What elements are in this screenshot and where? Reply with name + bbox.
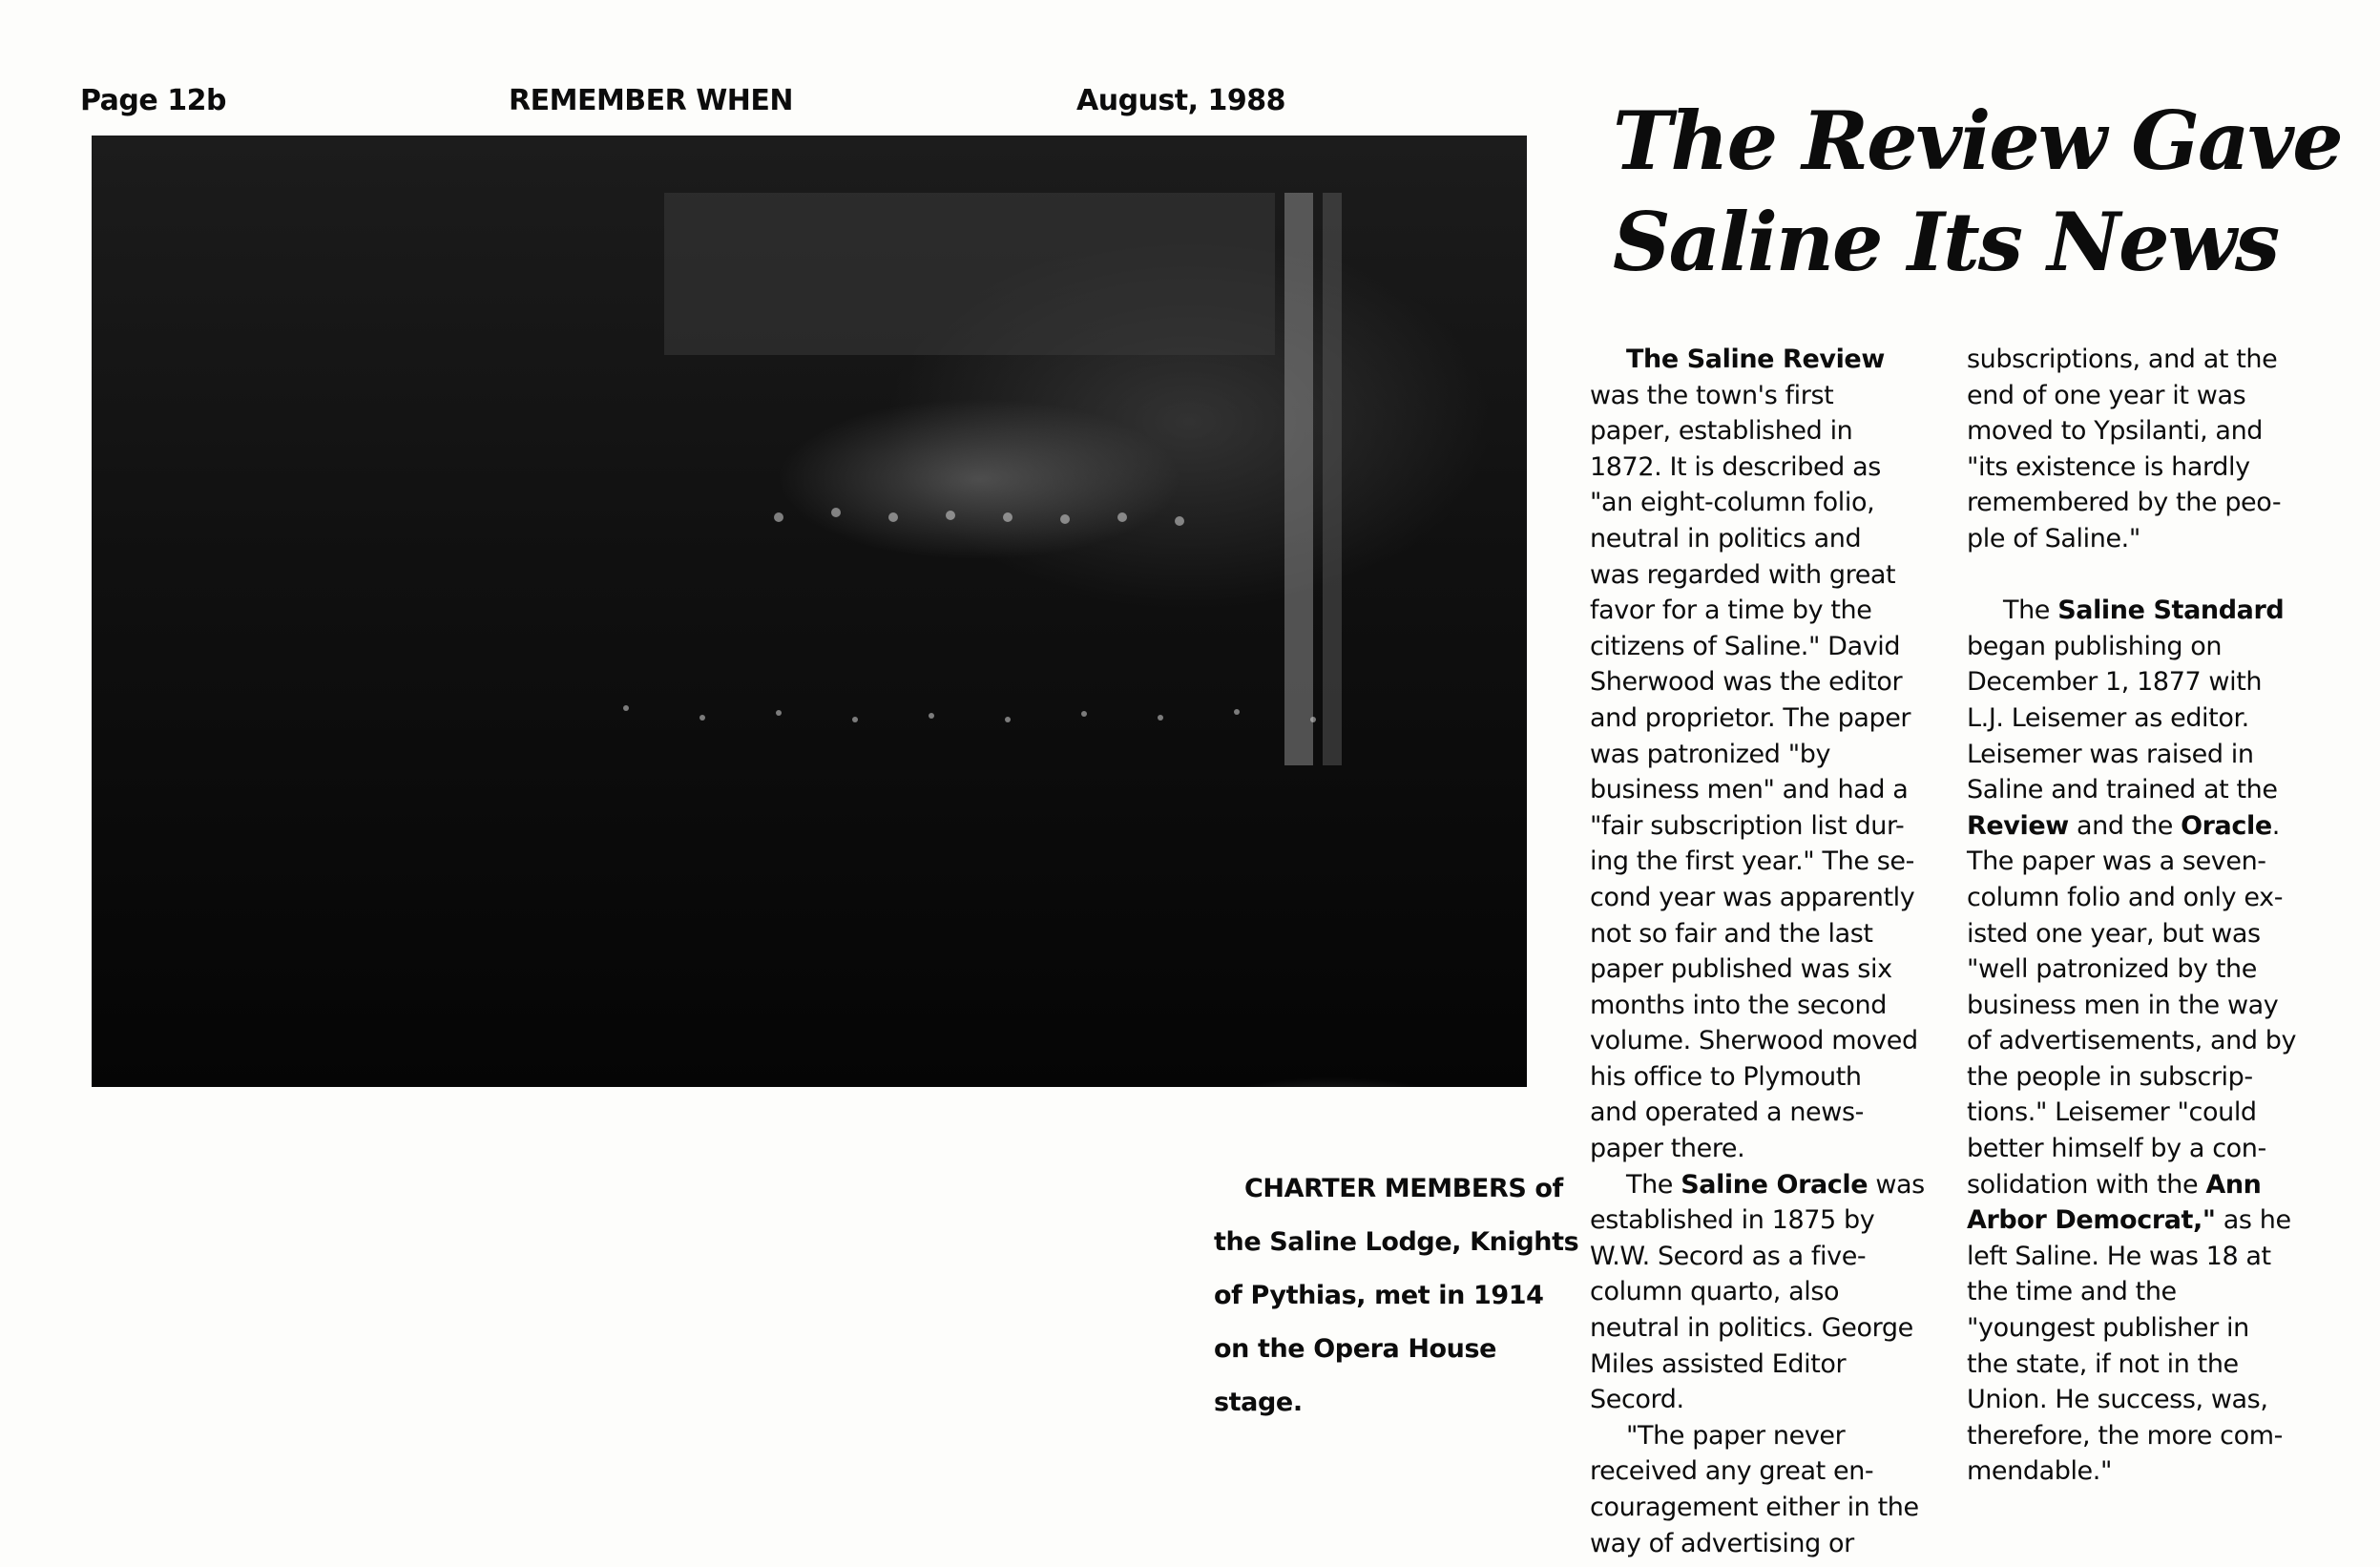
article-line: paper published was six xyxy=(1590,954,1892,985)
article-line: couragement either in the xyxy=(1590,1493,1919,1522)
article-line: his office to Plymouth xyxy=(1590,1061,1862,1092)
article-column-2 xyxy=(1967,342,2349,1490)
bold-run: Saline Standard xyxy=(2057,595,2285,626)
article-line: not so fair and the last xyxy=(1590,918,1873,949)
page-number: Page 12b xyxy=(80,84,226,117)
article-line: column folio and only ex- xyxy=(1967,882,2284,912)
article-line: column quarto, also xyxy=(1590,1277,1840,1307)
article-line: ing the first year." The se- xyxy=(1590,846,1914,877)
article-line: "its existence is hardly xyxy=(1967,451,2250,482)
article-line: paper there. xyxy=(1590,1134,1745,1164)
article-line: "an eight-column folio, xyxy=(1590,488,1875,518)
article-line: ple of Saline." xyxy=(1967,523,2140,554)
article-line: end of one year it was xyxy=(1967,380,2246,410)
article-line: favor for a time by the xyxy=(1590,595,1872,626)
caption-line: stage. xyxy=(1214,1388,1303,1417)
article-line: neutral in politics. George xyxy=(1590,1313,1913,1344)
article-line: remembered by the peo- xyxy=(1967,488,2282,518)
article-line: "fair subscription list dur- xyxy=(1590,810,1905,841)
article-line: volume. Sherwood moved xyxy=(1590,1026,1918,1056)
bold-run: Ann xyxy=(2205,1169,2262,1200)
caption-line: the Saline Lodge, Knights xyxy=(1214,1227,1579,1257)
article-line: and operated a news- xyxy=(1590,1097,1864,1128)
article-line: the state, if not in the xyxy=(1967,1348,2239,1379)
bold-run: Review xyxy=(1967,810,2069,841)
caption-line: of Pythias, met in 1914 xyxy=(1214,1281,1544,1310)
article-line: and proprietor. The paper xyxy=(1590,702,1911,733)
article-line xyxy=(1967,1167,2349,1203)
article-line: the people in subscrip- xyxy=(1967,1061,2253,1092)
photo-column-shadow xyxy=(1323,193,1342,765)
article-line: was regarded with great xyxy=(1590,559,1896,590)
article-line: W.W. Secord as a five- xyxy=(1590,1241,1867,1271)
article-line: therefore, the more com- xyxy=(1967,1420,2283,1451)
article-line: Union. He success, was, xyxy=(1967,1385,2268,1415)
article-line: business men" and had a xyxy=(1590,775,1909,805)
text-run: . xyxy=(2271,810,2280,841)
article-line: left Saline. He was 18 at xyxy=(1967,1241,2271,1271)
article-line: received any great en- xyxy=(1590,1456,1874,1487)
article-line: "well patronized by the xyxy=(1967,954,2257,985)
bold-run: Oracle xyxy=(2181,810,2272,841)
bold-run: Saline Oracle xyxy=(1681,1169,1869,1200)
headline-line-1: The Review Gave xyxy=(1613,94,2342,188)
article-column-1 xyxy=(1590,342,1972,1561)
text-run: and the xyxy=(2068,810,2182,841)
photo-stage-backdrop xyxy=(664,193,1275,355)
article-line: business men in the way xyxy=(1967,990,2279,1020)
article-line: December 1, 1877 with xyxy=(1967,667,2263,698)
text-run: was xyxy=(1868,1169,1925,1200)
article-line: began publishing on xyxy=(1967,631,2223,661)
article-line: was patronized "by xyxy=(1590,739,1831,769)
photo-caption xyxy=(1214,1162,1579,1430)
article-line: months into the second xyxy=(1590,990,1887,1020)
article-line: mendable." xyxy=(1967,1456,2112,1487)
photo-scene xyxy=(92,136,1527,1087)
article-line: moved to Ypsilanti, and xyxy=(1967,416,2264,447)
article-line: 1872. It is described as xyxy=(1590,451,1881,482)
article-line: subscriptions, and at the xyxy=(1967,345,2278,374)
paragraph-gap xyxy=(1967,557,2349,594)
article-line: Saline and trained at the xyxy=(1967,775,2278,805)
caption-line: on the Opera House xyxy=(1214,1334,1497,1364)
article-line: the time and the xyxy=(1967,1277,2177,1307)
article-headline xyxy=(1613,91,2342,293)
article-line xyxy=(1967,593,2349,629)
text-run: solidation with the xyxy=(1967,1169,2206,1200)
issue-date: August, 1988 xyxy=(1076,84,1285,117)
photo-column xyxy=(1284,193,1313,765)
text-run: The xyxy=(2003,595,2058,626)
headline-line-2: Saline Its News xyxy=(1613,195,2279,289)
article-line: Secord. xyxy=(1590,1385,1684,1415)
text-run: as he xyxy=(2215,1205,2291,1236)
caption-line: CHARTER MEMBERS of xyxy=(1244,1174,1563,1203)
article-line: better himself by a con- xyxy=(1967,1134,2266,1164)
article-line: Sherwood was the editor xyxy=(1590,667,1903,698)
article-line: way of advertising or xyxy=(1590,1528,1854,1558)
article-line: Miles assisted Editor xyxy=(1590,1348,1847,1379)
article-line xyxy=(1590,1167,1972,1203)
section-name: REMEMBER WHEN xyxy=(509,84,793,117)
article-line: paper, established in xyxy=(1590,416,1853,447)
article-line: was the town's first xyxy=(1590,380,1834,410)
article-line: neutral in politics and xyxy=(1590,523,1862,554)
charter-members-photo xyxy=(92,136,1527,1087)
text-run: The xyxy=(1626,1169,1681,1200)
article-line: Leisemer was raised in xyxy=(1967,739,2254,769)
article-line: isted one year, but was xyxy=(1967,918,2261,949)
article-line xyxy=(1967,808,2349,845)
photo-crowd-highlights xyxy=(623,508,1316,722)
bold-run: Arbor Democrat," xyxy=(1967,1205,2216,1236)
article-line: of advertisements, and by xyxy=(1967,1026,2297,1056)
article-line: L.J. Leisemer as editor. xyxy=(1967,702,2249,733)
article-line: "youngest publisher in xyxy=(1967,1313,2249,1344)
article-line: citizens of Saline." David xyxy=(1590,631,1901,661)
article-line: The Saline Review xyxy=(1626,345,1885,374)
article-line: "The paper never xyxy=(1626,1420,1846,1451)
article-line: The paper was a seven- xyxy=(1967,846,2266,877)
article-line: established in 1875 by xyxy=(1590,1205,1875,1236)
article-line: cond year was apparently xyxy=(1590,882,1915,912)
article-line xyxy=(1967,1202,2349,1239)
article-line: tions." Leisemer "could xyxy=(1967,1097,2257,1128)
